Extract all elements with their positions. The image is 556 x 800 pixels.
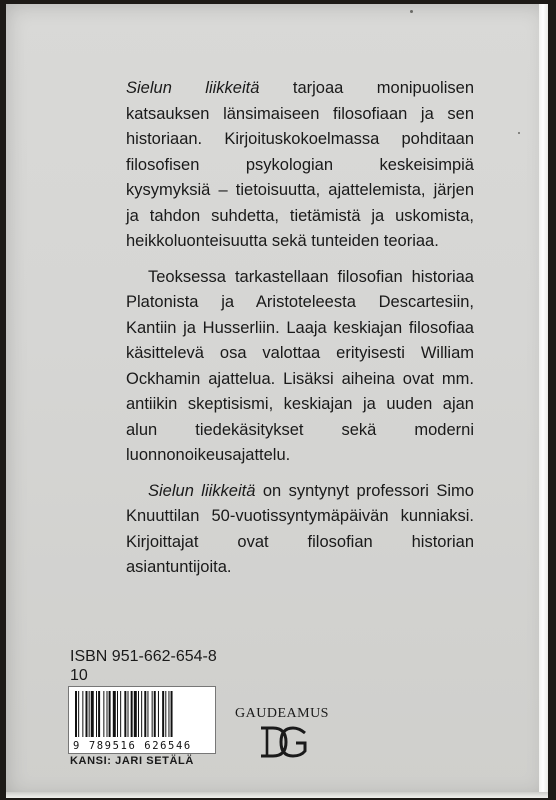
blurb-paragraph-1-text: tarjoaa monipuolisen katsauksen länsimaiseen filosofiaan ja sen historiaan. Kirjoituskokoelmassa pohditaan filosofisen psykologian keskeisimpiä kysymyksiä – tietoisuutta, ajattelemista, järjen ja tahdon suhdetta, tietämistä ja uskomista, heikkoluonteisuutta sekä tunteiden teoriaa. — [126, 79, 474, 250]
barcode-bar — [171, 691, 173, 737]
barcode-bar — [98, 691, 100, 737]
book-title: Sielun liikkeitä — [126, 79, 260, 97]
paper-speck — [518, 132, 520, 134]
book-title: Sielun liikkeitä — [148, 481, 256, 500]
barcode-bar — [138, 691, 139, 737]
barcode-bar — [141, 691, 142, 737]
barcode-bar — [147, 691, 148, 737]
barcode — [68, 686, 216, 754]
barcode-bar — [78, 691, 79, 737]
barcode-bar — [128, 691, 129, 737]
barcode-bar — [152, 691, 153, 737]
barcode-bar — [96, 691, 97, 737]
isbn-price-code: 10 — [70, 667, 88, 684]
barcode-bar — [124, 691, 126, 737]
blurb-paragraph-3-text: on syntynyt professori Simo Knuuttilan 50-vuotissyntymäpäivän kunniaksi. Kirjoittajat ovat filosofian historian asiantuntijoita. — [126, 481, 474, 576]
barcode-bar — [158, 691, 159, 737]
barcode-bars — [75, 691, 209, 737]
barcode-bar — [134, 691, 137, 737]
page-edge-bottom — [6, 792, 548, 798]
paper-speck — [410, 10, 413, 13]
blurb-paragraph-1 — [126, 76, 474, 255]
barcode-digits: 9 789516 626546 — [73, 740, 192, 752]
barcode-bar — [75, 691, 77, 737]
barcode-bar — [89, 691, 90, 737]
publisher-name: GAUDEAMUS — [235, 706, 329, 721]
barcode-bar — [168, 691, 169, 737]
barcode-bar — [113, 691, 116, 737]
blurb-text — [126, 76, 474, 591]
publisher-logo-icon — [255, 725, 311, 759]
page-edge-right — [539, 4, 548, 798]
blurb-paragraph-2: Teoksessa tarkastellaan filosofian historiaa Platonista ja Aristoteleesta Descartesiin, Kantiin ja Husserliin. Laaja keskiajan filosofiaa käsittelevä osa valottaa erityisesti William Ockhamin ajattelua. Lisäksi aiheina ovat mm. antiikin skeptisismi, keskiajan ja uuden ajan alun tiedekäsitykset sekä moderni luonnonoikeusajattelu. — [126, 267, 474, 464]
barcode-bar — [120, 691, 121, 737]
barcode-bar — [144, 691, 146, 737]
barcode-bar — [131, 691, 133, 737]
barcode-bar — [165, 691, 166, 737]
cover-credit: KANSI: JARI SETÄLÄ — [70, 755, 194, 767]
barcode-bar — [107, 691, 108, 737]
blurb-paragraph-3 — [126, 479, 474, 581]
barcode-bar — [154, 691, 156, 737]
barcode-bar — [103, 691, 104, 737]
barcode-bar — [109, 691, 111, 737]
barcode-bar — [86, 691, 88, 737]
barcode-bar — [162, 691, 164, 737]
barcode-bar — [91, 691, 94, 737]
barcode-bar — [117, 691, 118, 737]
isbn-number: ISBN 951-662-654-8 — [70, 648, 217, 665]
isbn-block — [70, 647, 217, 685]
barcode-bar — [82, 691, 83, 737]
